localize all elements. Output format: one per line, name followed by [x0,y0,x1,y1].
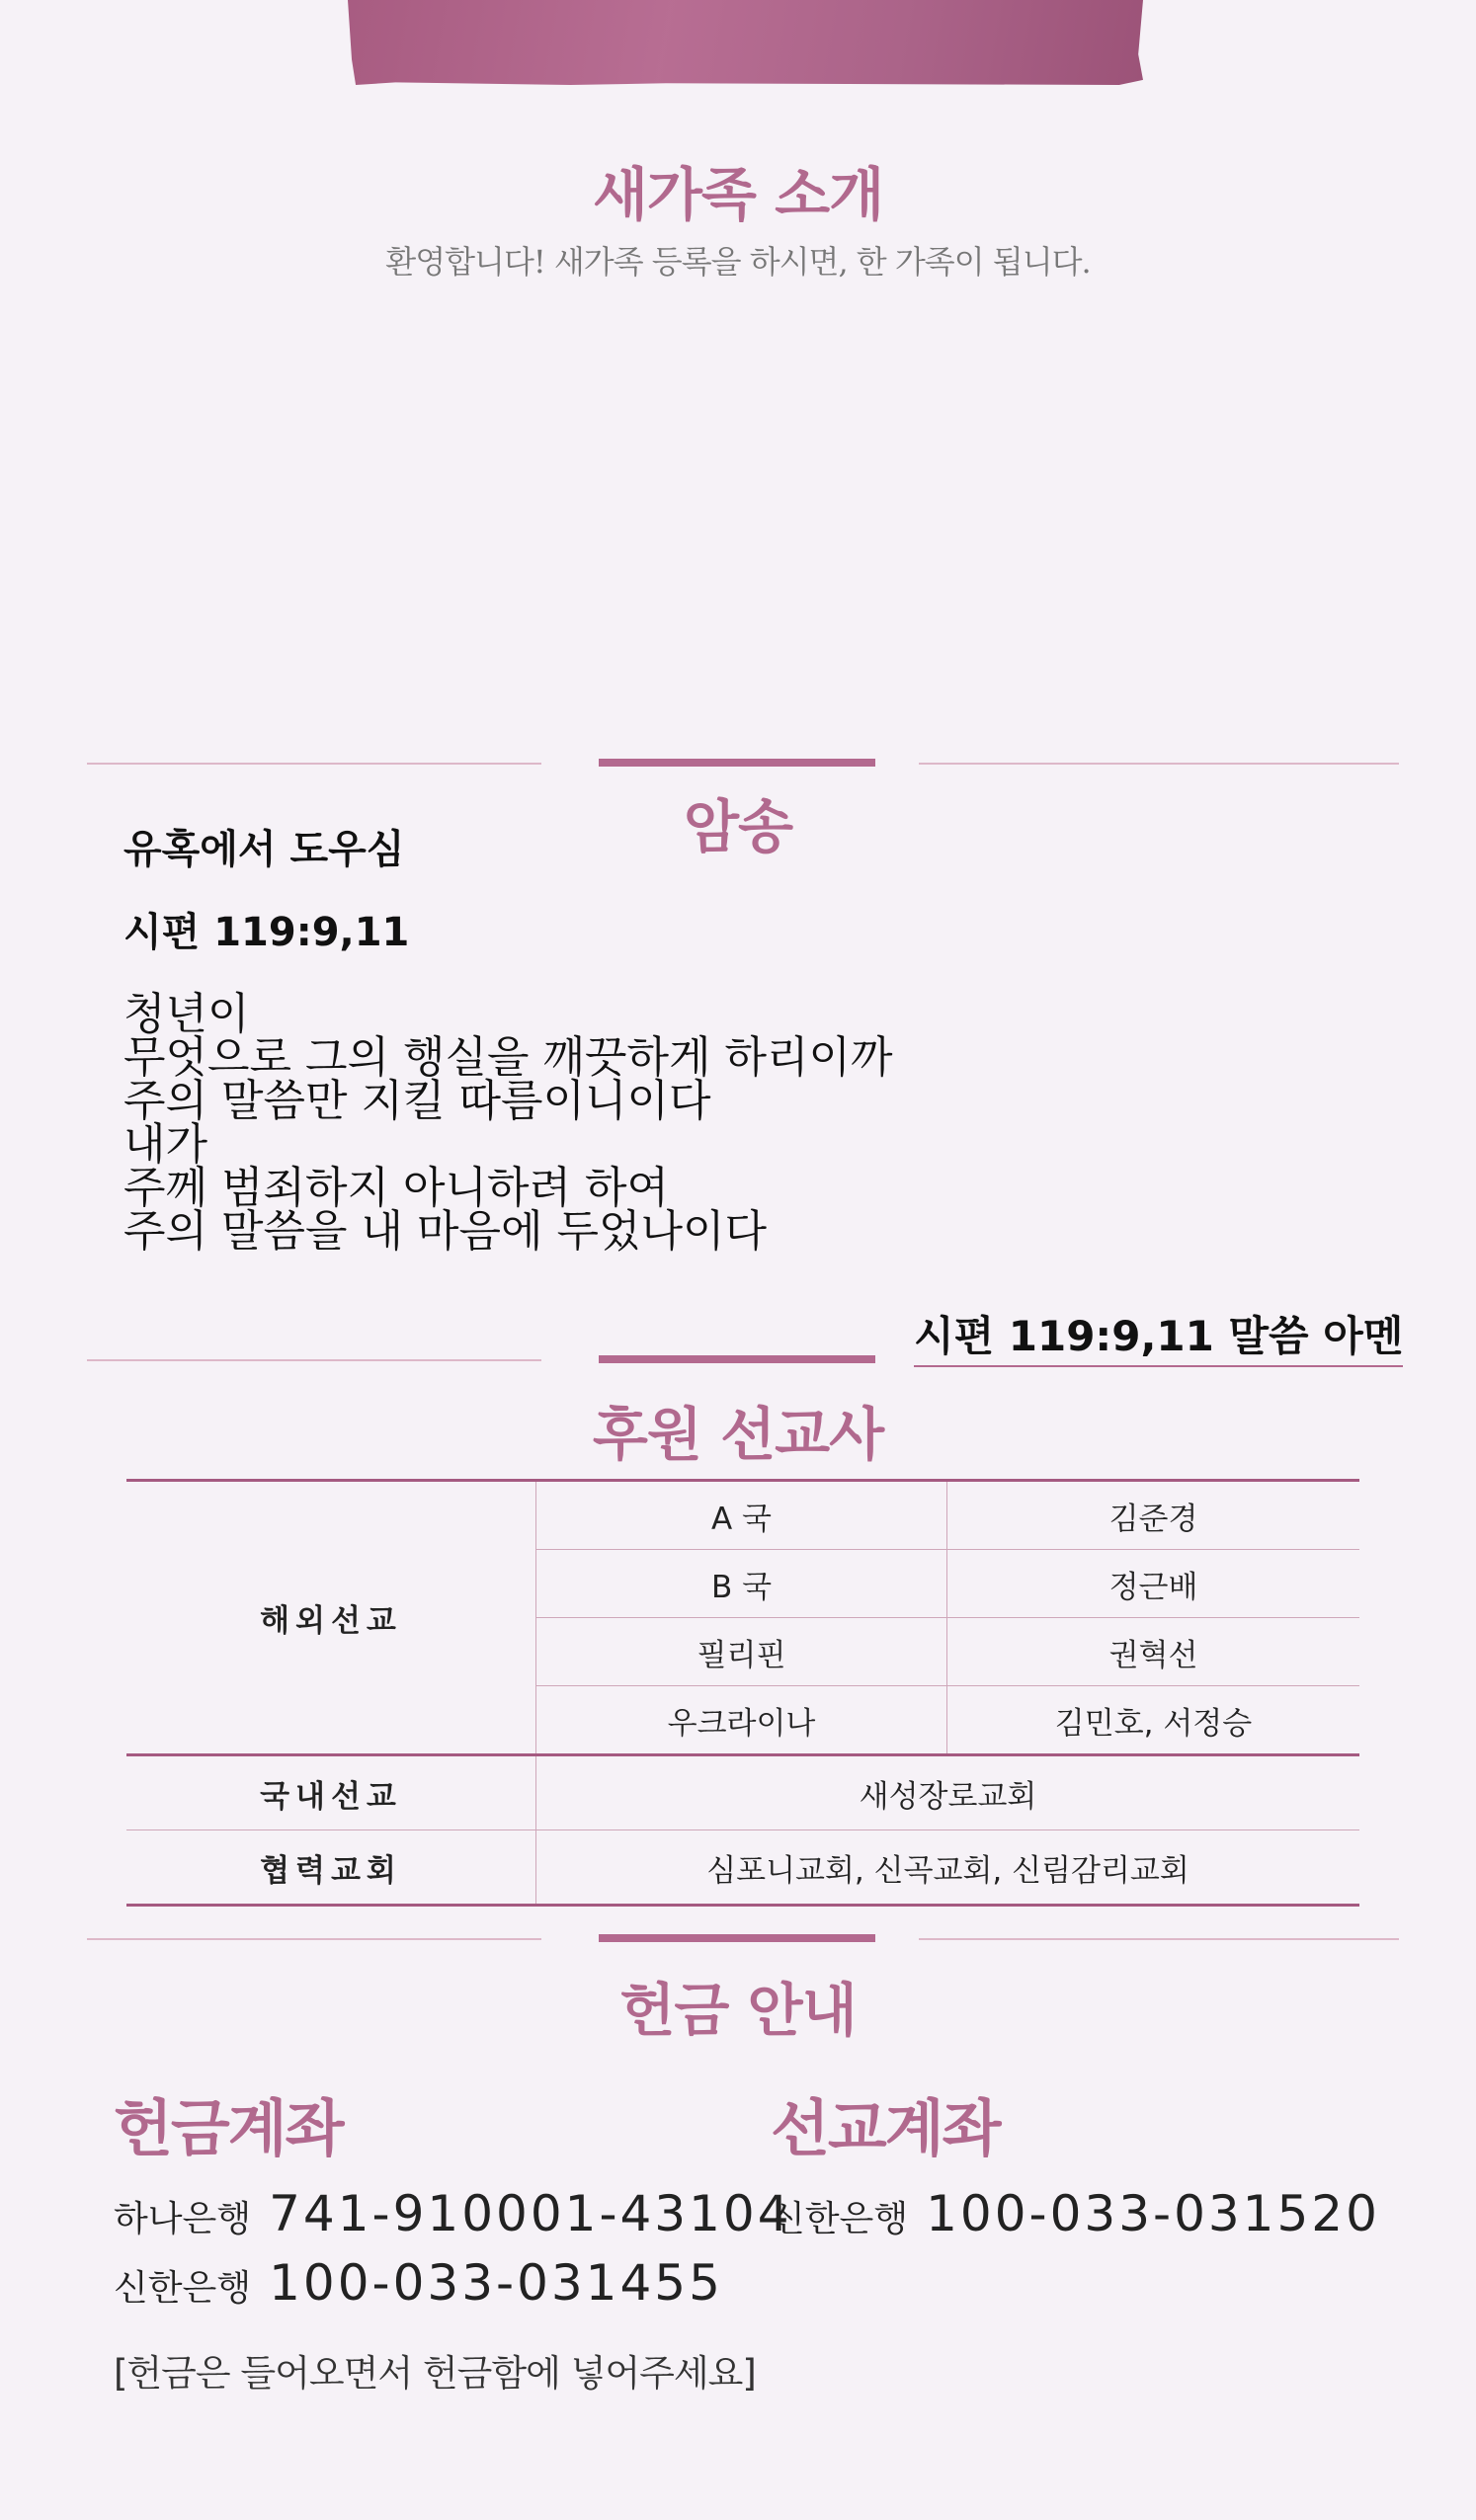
intro-subtitle: 환영합니다! 새가족 등록을 하시면, 한 가족이 됩니다. [385,243,1091,281]
name-cell: 김민호, 서정승 [947,1686,1360,1755]
offering-account-heading: 헌금계좌 [114,2092,343,2164]
country-cell: A 국 [536,1481,947,1550]
country-cell: B 국 [536,1550,947,1618]
account-number: 741-910001-43104 [269,2185,792,2242]
divider-left [87,1359,541,1361]
verse-line: 내가 [123,1119,208,1170]
verse-reference: 시편 119:9,11 [123,910,410,955]
bank-name: 신한은행 [771,2199,909,2239]
domestic-label: 국내선교 [126,1755,536,1830]
account-line [114,2254,723,2312]
verse-line: 청년이 [123,989,250,1039]
offering-note: [헌금은 들어오면서 헌금함에 넣어주세요] [114,2352,756,2395]
bank-name: 하나은행 [114,2199,252,2239]
section-bar [599,1934,875,1942]
missionary-table [126,1479,1359,1907]
verse-line: 주의 말씀만 지킬 따름이니이다 [123,1076,711,1126]
section-bar [599,1355,875,1363]
domestic-value: 새성장로교회 [536,1755,1360,1830]
account-number: 100-033-031455 [269,2254,723,2312]
section-bar [599,759,875,767]
divider-left [87,763,541,765]
verse-line: 주께 범죄하지 아니하려 하여 [123,1163,670,1213]
mission-account-heading: 선교계좌 [771,2092,1000,2164]
offering-title: 헌금 안내 [619,1977,857,2044]
intro-title: 새가족 소개 [592,161,884,228]
country-cell: 우크라이나 [536,1686,947,1755]
account-line [114,2185,792,2242]
header-banner [348,0,1143,85]
account-line [771,2185,1380,2242]
verse-line: 주의 말씀을 내 마음에 두었나이다 [123,1206,767,1257]
divider-left [87,1938,541,1940]
divider-right [919,763,1399,765]
verse-body [123,989,893,1257]
missionaries-title: 후원 선교사 [592,1401,884,1468]
account-number: 100-033-031520 [926,2185,1380,2242]
table-row [126,1830,1359,1906]
partner-value: 심포니교회, 신곡교회, 신림감리교회 [536,1830,1360,1906]
country-cell: 필리핀 [536,1618,947,1686]
recitation-title: 암송 [683,793,793,860]
name-cell: 김준경 [947,1481,1360,1550]
divider-right [919,1938,1399,1940]
table-row [126,1481,1359,1550]
overseas-label: 해외선교 [126,1481,536,1755]
table-row [126,1755,1359,1830]
name-cell: 정근배 [947,1550,1360,1618]
bank-name: 신한은행 [114,2268,252,2309]
name-cell: 권혁선 [947,1618,1360,1686]
verse-theme: 유혹에서 도우심 [123,827,405,872]
verse-line: 무엇으로 그의 행실을 깨끗하게 하리이까 [123,1032,893,1083]
verse-closing: 시편 119:9,11 말씀 아멘 [914,1304,1403,1367]
partner-label: 협력교회 [126,1830,536,1906]
